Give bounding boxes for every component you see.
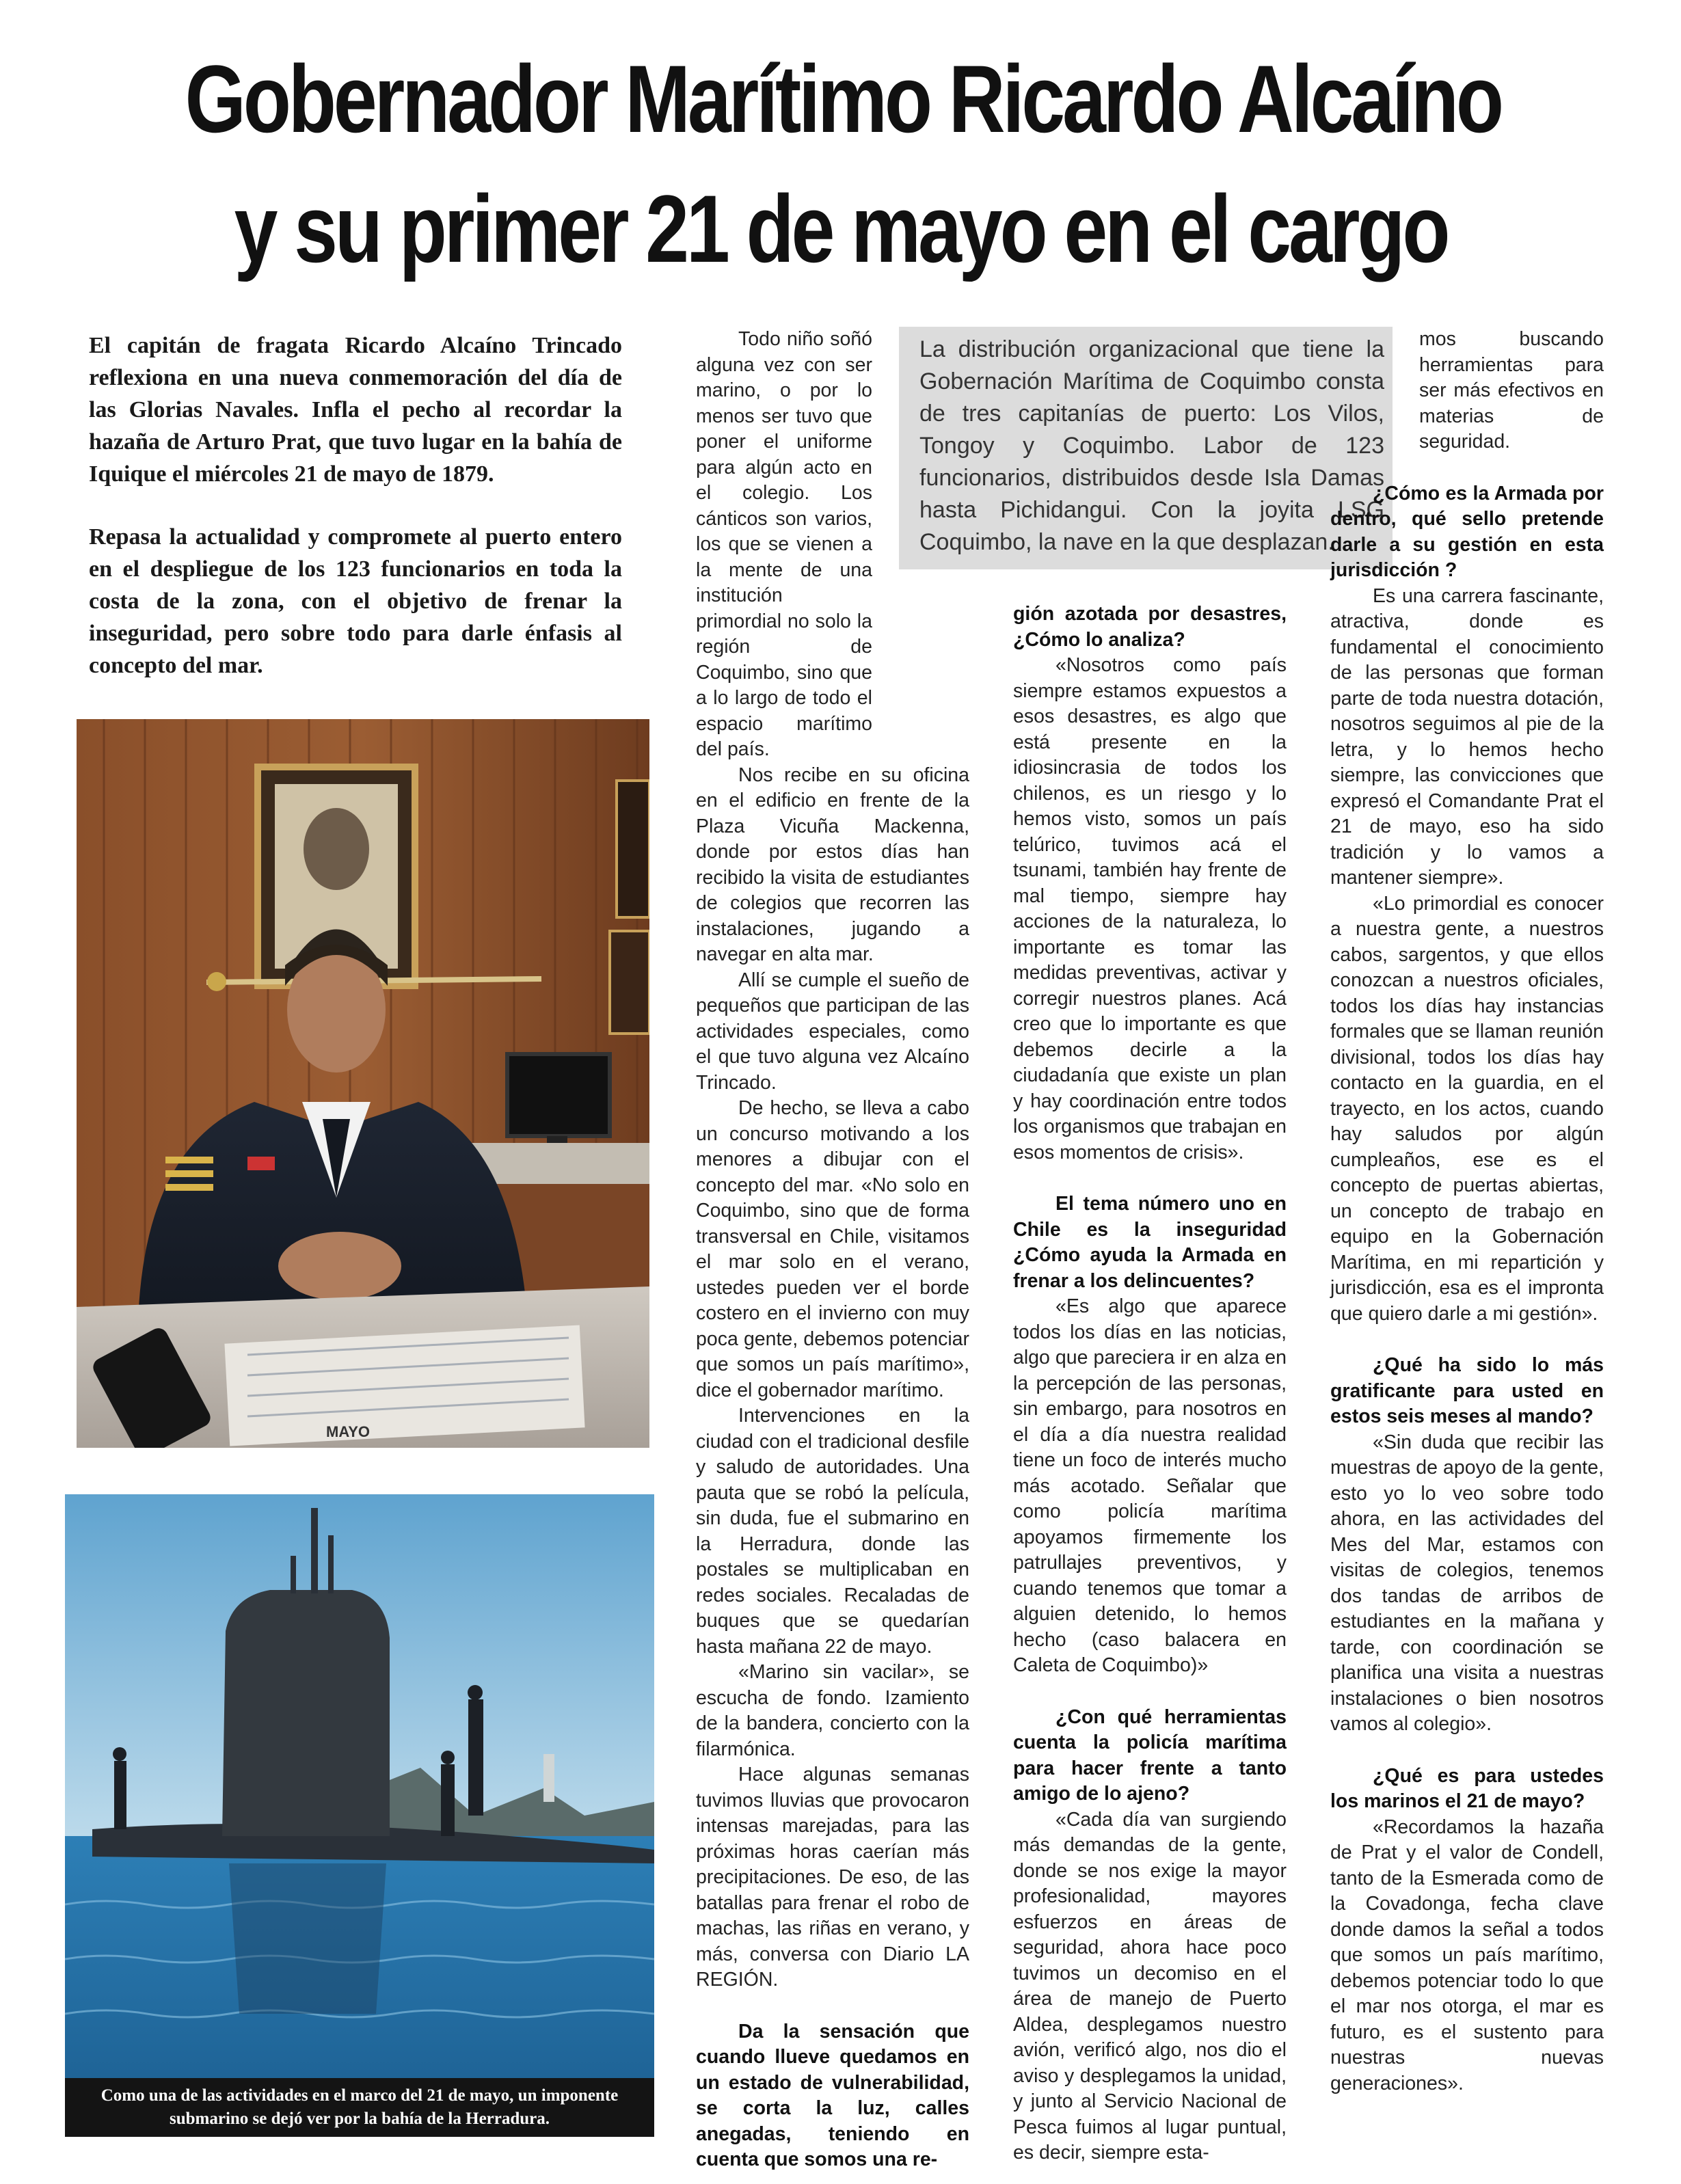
headline-line-2: y su primer 21 de mayo en el cargo bbox=[234, 175, 1448, 282]
body-paragraph: Nos recibe en su oficina en el edificio en frente de la Plaza Vicuña Mackenna, donde por estos días han recibido la visita de estudiantes de colegios que recorren las instalaciones, jugando a navegar en alta mar. bbox=[696, 764, 969, 965]
interview-question: ¿Qué ha sido lo más gratificante para usted en estos seis meses al mando? bbox=[1330, 1354, 1604, 1427]
interview-question: gión azotada por desastres, ¿Cómo lo analiza? bbox=[1013, 603, 1287, 651]
submarine-photo-illustration bbox=[65, 1494, 654, 2137]
interview-answer: «Recordamos la hazaña de Prat y el valor de Condell, tanto de la Esmerada como de la Covadonga, fecha clave donde damos la señal a todos que somos un país marítimo, debemos potenciar todo lo que el mar nos otorga, el mar es futuro, es el sustento para nuestras nuevas generaciones». bbox=[1330, 1816, 1604, 2094]
interview-answer: Es una carrera fascinante, atractiva, donde es fundamental el conocimiento de las personas que forman parte de toda nuestra dotación, nosotros seguimos al pie de la letra, y lo hemos hecho siempre, las convicciones que expresó el Comandante Prat el 21 de mayo, eso ha sido tradición y lo vamos a mantener siempre». bbox=[1330, 584, 1604, 889]
interview-answer: «Cada día van surgiendo más demandas de la gente, donde se nos exige la mayor profesionalidad, mayores esfuerzos en áreas de seguridad, ahora hace poco tuvimos un decomiso en el área de manejo de Puerto Aldea, desplegamos nuestro avión, verificó algo, nos dio el aviso y desplegamos la unidad, y junto al Servicio Nacional de Pesca fuimos al lugar puntual, es decir, siempre esta- bbox=[1013, 1808, 1287, 2163]
interview-answer: «Lo primordial es conocer a nuestra gente, a nuestros cabos, sargentos, y que ellos conozcan a nuestros oficiales, todos los días hay instancias formales que se llaman reunión divisional, todos los días hay contacto en la guardia, en el trayecto, en los actos, cuando hay saludos por algún cumpleaños, ese es el concepto de puertas abiertas, un concepto de trabajo en equipo en la Gobernación Marítima, en mi repartición y jurisdicción, esa es el impronta que quiero darle a mi gestión». bbox=[1330, 892, 1604, 1325]
interview-answer: «Sin duda que recibir las muestras de apoyo de la gente, esto yo lo veo sobre todo ahora, en las actividades del Mes del Mar, estamos con visitas de colegios, tenemos dos tandas de arribos de estudiantes en la mañana y tarde, con coordinación se planifica una visita a nuestras instalaciones o bien nosotros vamos al colegio». bbox=[1330, 1431, 1604, 1735]
lead-paragraph-2: Repasa la actualidad y compromete al puerto entero en el despliegue de los 123 funcionarios en toda la costa de la zona, con el objetivo de frenar la inseguridad, pero sobre todo para darle énfasis al concepto del mar. bbox=[89, 524, 622, 678]
lead-paragraph-1: El capitán de fragata Ricardo Alcaíno Trincado reflexiona en una nueva conmemoración del día de las Glorias Navales. Infla el pecho al recordar la hazaña de Arturo Prat, que tuvo lugar en la bahía de Iquique el miércoles 21 de mayo de 1879. bbox=[89, 333, 622, 487]
interview-question: Da la sensación que cuando llueve quedamos en un estado de vulnerabilidad, se corta la luz, calles anegadas, teniendo en cuenta que somos una re- bbox=[696, 2020, 969, 2170]
body-paragraph: De hecho, se lleva a cabo un concurso motivando a los menores a dibujar con el concepto del mar. «No solo en Coquimbo, sino que de forma transversal en Chile, visitamos el mar solo en el verano, ustedes pueden ver el borde costero en el invierno con muy poca gente, debemos potenciar que somos un país marítimo», dice el gobernador marítimo. bbox=[696, 1097, 969, 1401]
officer-portrait-photo bbox=[77, 719, 649, 1448]
body-paragraph: Allí se cumple el sueño de pequeños que participan de las actividades especiales, como el que tuvo alguna vez Alcaíno Trincado. bbox=[696, 969, 969, 1094]
pull-quote-box: La distribución organizacional que tiene la Gobernación Marítima de Coquimbo consta de tres capitanías de puerto: Los Vilos, Tongoy y Coquimbo. Labor de 123 funcionarios, distribuidos desde Isla Damas hasta Pichidangui. Con la joyita LSG Coquimbo, la nave en la que desplazan. bbox=[899, 327, 1393, 569]
interview-question: El tema número uno en Chile es la inseguridad ¿Cómo ayuda la Armada en frenar a los delincuentes? bbox=[1013, 1193, 1287, 1292]
submarine-photo bbox=[65, 1494, 654, 2137]
interview-answer: «Es algo que aparece todos los días en las noticias, algo que pareciera ir en alza en la percepción de las personas, sin embargo, para nosotros en el día a día nuestra realidad tiene un foco de interés mucho más acotado. Señalar que como policía marítima apoyamos firmemente los patrullajes preventivos, y cuando tenemos que tomar a alguien detenido, lo hemos hecho (caso balacera en Caleta de Coquimbo)» bbox=[1013, 1295, 1287, 1676]
article-column-2 bbox=[1013, 602, 1287, 2166]
headline-line-1: Gobernador Marítimo Ricardo Alcaíno bbox=[185, 45, 1501, 152]
desk-calendar-label: MAYO bbox=[326, 1423, 370, 1440]
interview-answer: «Nosotros como país siempre estamos expuestos a esos desastres, es algo que está presente en la idiosincrasia de todos los chilenos, es un riesgo y lo hemos visto, somos un país telúrico, tuvimos acá el tsunami, también hay frente de mal tiempo, siempre hay acciones de la naturaleza, lo importante es tomar las medidas preventivas, activar y corregir nuestros planes. Acá creo que lo importante es que debemos decirle a la ciudadanía que existe un plan y hay coordinación entre todos los organismos que trabajan en esos momentos de crisis». bbox=[1013, 654, 1287, 1163]
body-paragraph: Intervenciones en la ciudad con el tradicional desfile y saludo de autoridades. Una pauta que se robó la película, sin duda, fue el submarino en la Herradura, donde las postales se multiplicaban en redes sociales. Recaladas de buques que se quedarían hasta mañana 22 de mayo. bbox=[696, 1405, 969, 1658]
body-paragraph: «Marino sin vacilar», se escucha de fondo. Izamiento de la bandera, concierto con la filarmónica. bbox=[696, 1661, 969, 1760]
headline bbox=[185, 34, 1501, 294]
article-column-3 bbox=[1330, 327, 1604, 2097]
officer-photo-illustration bbox=[77, 719, 649, 1448]
photo-caption: Como una de las actividades en el marco del 21 de mayo, un imponente submarino se dejó ver por la bahía de la Herradura. bbox=[65, 2078, 654, 2137]
interview-question: ¿Cómo es la Armada por dentro, qué sello pretende darle a su gestión en esta jurisdicción ? bbox=[1330, 482, 1604, 581]
article-column-1 bbox=[696, 327, 969, 2173]
body-paragraph: Todo niño soñó alguna vez con ser marino, o por lo menos ser tuvo que poner el uniforme para algún acto en el colegio. Los cánticos son varios, los que se vienen a la mente de una institución primordial no solo la región de Coquimbo, sino que a lo largo de todo el espacio marítimo del país. bbox=[696, 328, 872, 760]
lead-paragraphs bbox=[89, 329, 622, 712]
interview-question: ¿Qué es para ustedes los marinos el 21 de mayo? bbox=[1330, 1764, 1604, 1812]
interview-question: ¿Con qué herramientas cuenta la policía marítima para hacer frente a tanto amigo de lo ajeno? bbox=[1013, 1706, 1287, 1805]
interview-answer: mos buscando herramientas para ser más efectivos en materias de seguridad. bbox=[1419, 328, 1604, 453]
body-paragraph: Hace algunas semanas tuvimos lluvias que provocaron intensas marejadas, para las próximas horas caerían más precipitaciones. De eso, de las batallas para frenar el robo de machas, las riñas en verano, y más, conversa con Diario LA REGIÓN. bbox=[696, 1764, 969, 1991]
